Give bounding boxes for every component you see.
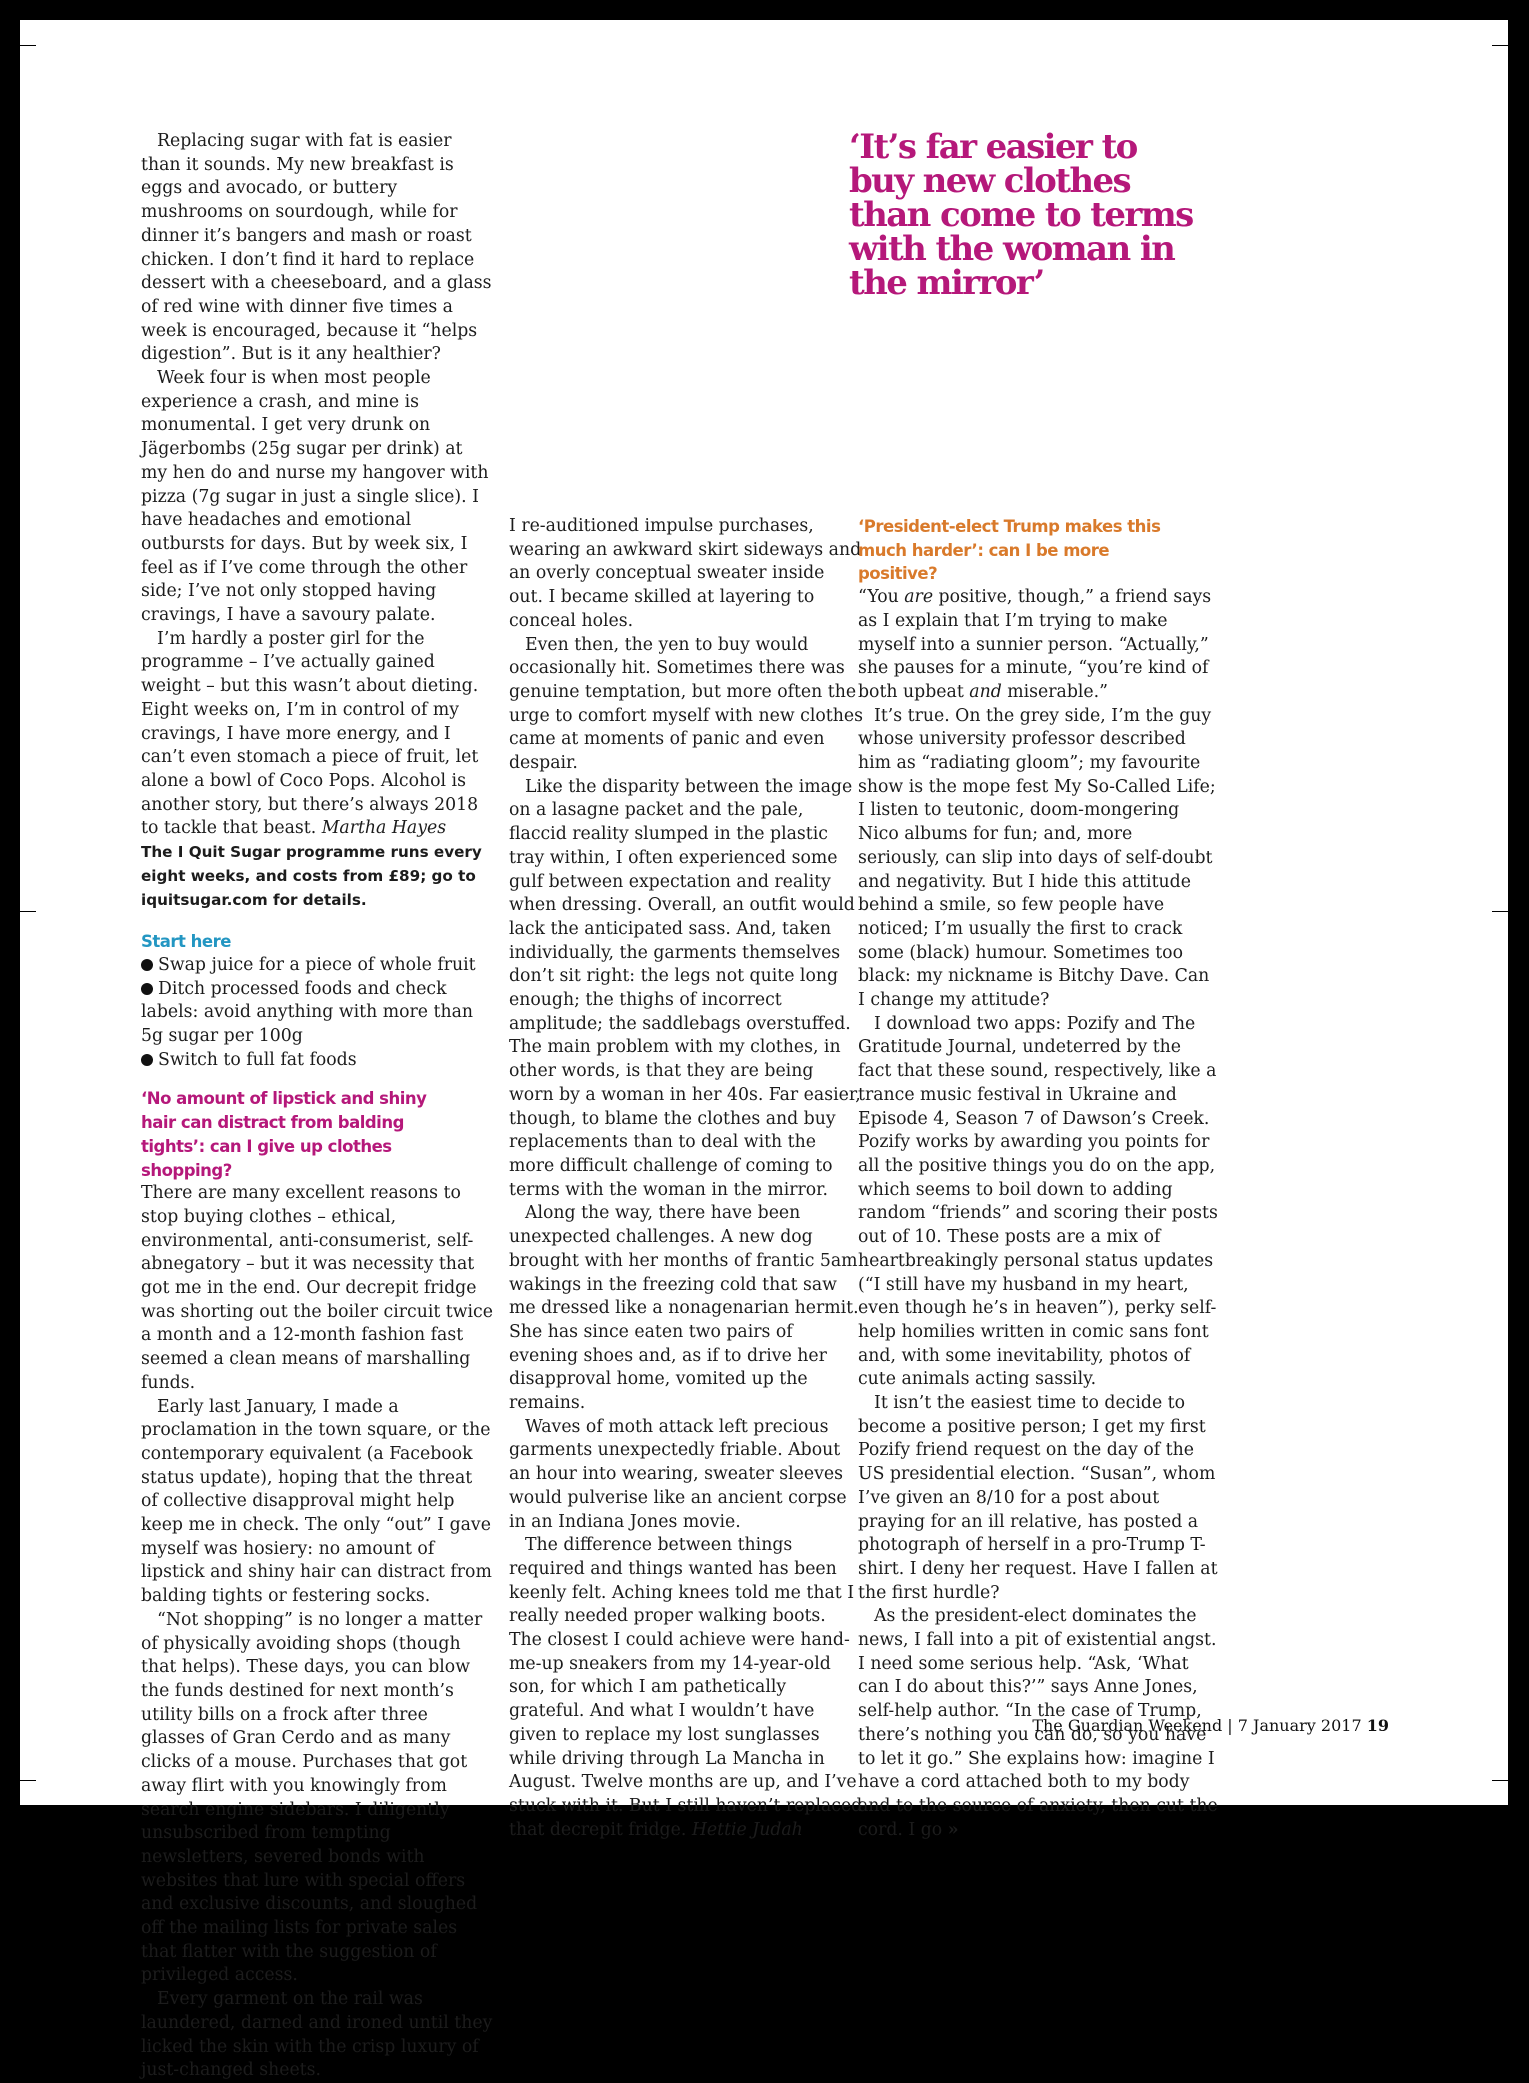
magazine-page <box>20 20 1508 2081</box>
body-paragraph: I download two apps: Pozify and The Gratitude Journal, undeterred by the fact that these sound, respectively, like a trance music festival in Ukraine and Episode 4, Season 7 of Dawson’s Creek. Pozify works by awarding you points for all the positive things you do on the app, which seems to boil down to adding random “friends” and scoring their posts out of 10. These posts are a mix of heartbreakingly personal status updates (“I still have my husband in my heart, even though he’s in heaven”), perky self-help homilies written in comic sans font and, with some inevitability, photos of cute animals acting sassily. <box>858 1013 1218 1390</box>
byline: Martha Hayes <box>321 818 447 839</box>
body-paragraph <box>141 628 493 841</box>
bullet-icon <box>141 959 153 971</box>
body-paragraph: I re-auditioned impulse purchases, wearing an awkward skirt sideways and an overly conceptual sweater inside out. I became skilled at layering to conceal holes. <box>509 516 862 631</box>
body-paragraph: It isn’t the easiest time to decide to become a positive person; I get my first Pozify friend request on the day of the US presidential election. “Susan”, whom I’ve given an 8/10 for a post about praying for an ill relative, has posted a photograph of herself in a pro-Trump T-shirt. I deny her request. Have I fallen at the first hurdle? <box>858 1393 1218 1603</box>
start-here-heading: Start here <box>141 932 231 952</box>
byline: Hettie Judah <box>691 1819 803 1840</box>
body-paragraph: There are many excellent reasons to stop buying clothes – ethical, environmental, anti-consumerist, self-abnegatory – but it was necessity that got me in the end. Our decrepit fridge was shorting out the boiler circuit twice a month and a 12-month fashion fast seemed a clean means of marshalling funds. <box>141 1183 493 1393</box>
body-paragraph: Every garment on the rail was laundered, darned and ironed until they licked the skin with the crisp luxury of just-changed sheets. <box>141 1989 493 2081</box>
publication-date: The Guardian Weekend | 7 January 2017 <box>1032 1716 1362 1735</box>
body-paragraph: It’s true. On the grey side, I’m the guy whose university professor described him as “radiating gloom”; my favourite show is the mope fest My So-Called Life; I listen to teutonic, doom-mongering Nico albums for fun; and, more seriously, can slip into days of self-doubt and negativity. But I hide this attitude behind a smile, so few people have noticed; I’m usually the first to crack some (black) humour. Sometimes too black: my nickname is Bitchy Dave. Can I change my attitude? <box>858 705 1216 1011</box>
column-2 <box>509 515 863 1842</box>
tip-item: Switch to full fat foods <box>141 1049 493 1073</box>
paragraph-text: I’m hardly a poster girl for the programme – I’ve actually gained weight – but this wasn’t about dieting. Eight weeks on, I’m in control of my cravings, I have more energy, and I can’t even stomach a piece of fruit, let alone a bowl of Coco Pops. Alcohol is another story, but there’s always 2018 to tackle that beast. <box>141 628 479 839</box>
body-paragraph: Even then, the yen to buy would occasionally hit. Sometimes there was genuine temptation, but more often the urge to comfort myself with new clothes came at moments of panic and even despair. <box>509 634 863 774</box>
body-paragraph: Early last January, I made a proclamation in the town square, or the contemporary equivalent (a Facebook status update), hoping that the threat of collective disapproval might help keep me in check. The only “out” I gave myself was hosiery: no amount of lipstick and shiny hair can distract from balding tights or festering socks. <box>141 1396 492 1607</box>
crop-mark <box>1492 45 1508 46</box>
column-3 <box>858 515 1218 1842</box>
crop-mark <box>1492 1780 1508 1781</box>
credit-note: The I Quit Sugar programme runs every eight weeks, and costs from £89; go to iquitsugar.com for details. <box>141 843 482 909</box>
page-footer <box>1032 1716 1389 1735</box>
crop-mark <box>20 45 36 46</box>
body-paragraph <box>509 1534 863 1842</box>
body-paragraph: Week four is when most people experience a crash, and mine is monumental. I get very drunk on Jägerbombs (25g sugar per drink) at my hen do and nurse my hangover with pizza (7g sugar in just a single slice). I have headaches and emotional outbursts for days. But by week six, I feel as if I’ve come through the other side; I’ve not only stopped having cravings, I have a savoury palate. <box>141 368 489 626</box>
continue-icon: » <box>947 1819 959 1840</box>
paragraph-text: As the president-elect dominates the news, I fall into a pit of existential angst. I need some serious help. “Ask, ‘What can I do about this?’” says Anne Jones, self-help author. “In the case of Trump, there’s nothing you can do, so you have to let it go.” She explains how: imagine I have a cord attached both to my body and to the source of anxiety, then cut the cord. I go <box>858 1606 1218 1840</box>
tip-item: Ditch processed foods and check labels: avoid anything with more than 5g sugar per 100g <box>141 978 474 1047</box>
tips-list <box>141 954 493 1073</box>
paragraph-text: The difference between things required and things wanted has been keenly felt. Aching knees told me that I really needed proper walking boots. The closest I could achieve were hand-me-up sneakers from my 14-year-old son, for which I am pathetically grateful. And what I wouldn’t have given to replace my lost sunglasses while driving through La Mancha in August. Twelve months are up, and I’ve stuck with it. But I still haven’t replaced that decrepit fridge. <box>509 1535 863 1840</box>
body-paragraph: Along the way, there have been unexpected challenges. A new dog brought with her months of frantic 5am wakings in the freezing cold that saw me dressed like a nonagenarian hermit. She has since eaten two pairs of evening shoes and, as if to drive her disapproval home, vomited up the remains. <box>509 1203 859 1414</box>
section-heading: ‘President-elect Trump makes this much harder’: can I be more positive? <box>858 517 1161 584</box>
body-paragraph: Replacing sugar with fat is easier than it sounds. My new breakfast is eggs and avocado, or buttery mushrooms on sourdough, while for dinner it’s bangers and mash or roast chicken. I don’t find it hard to replace dessert with a cheeseboard, and a glass of red wine with dinner five times a week is encouraged, because it “helps digestion”. But is it any healthier? <box>141 131 492 365</box>
pull-quote: ‘It’s far easier to buy new clothes than come to terms with the woman in the mirror’ <box>849 127 1193 303</box>
crop-mark <box>20 911 36 912</box>
body-paragraph: Like the disparity between the image on a lasagne packet and the pale, flaccid reality slumped in the plastic tray within, I often experienced some gulf between expectation and reality when dressing. Overall, an outfit would lack the anticipated sass. And, taken individually, the garments themselves don’t sit right: the legs not quite long enough; the thighs of incorrect amplitude; the saddlebags overstuffed. The main problem with my clothes, in other words, is that they are being worn by a woman in her 40s. Far easier, though, to blame the clothes and buy replacements than to deal with the more difficult challenge of coming to terms with the woman in the mirror. <box>509 776 861 1200</box>
crop-mark <box>1492 911 1508 912</box>
body-paragraph: “You are positive, though,” a friend says as I explain that I’m trying to make myself into a sunnier person. “Actually,” she pauses for a minute, “you’re kind of both upbeat and miserable.” <box>858 587 1212 702</box>
body-paragraph: Waves of moth attack left precious garments unexpectedly friable. About an hour into wearing, sweater sleeves would pulverise like an ancient corpse in an Indiana Jones movie. <box>509 1416 847 1532</box>
body-paragraph: “Not shopping” is no longer a matter of physically avoiding shops (though that helps). These days, you can blow the funds destined for next month’s utility bills on a frock after three glasses of Gran Cerdo and as many clicks of a mouse. Purchases that got away flirt with you knowingly from search engine sidebars. I diligently unsubscribed from tempting newsletters, severed bonds with websites that lure with special offers and exclusive discounts, and sloughed off the mailing lists for private sales that flatter with the suggestion of privileged access. <box>141 1609 483 1986</box>
section-heading: ‘No amount of lipstick and shiny hair can distract from balding tights’: can I give up clothes shopping? <box>141 1089 427 1180</box>
page-number: 19 <box>1366 1716 1389 1735</box>
tip-item: Swap juice for a piece of whole fruit <box>141 954 493 978</box>
bullet-icon <box>141 1054 153 1066</box>
crop-mark <box>20 1780 36 1781</box>
column-1 <box>141 130 493 2083</box>
bullet-icon <box>141 983 153 995</box>
